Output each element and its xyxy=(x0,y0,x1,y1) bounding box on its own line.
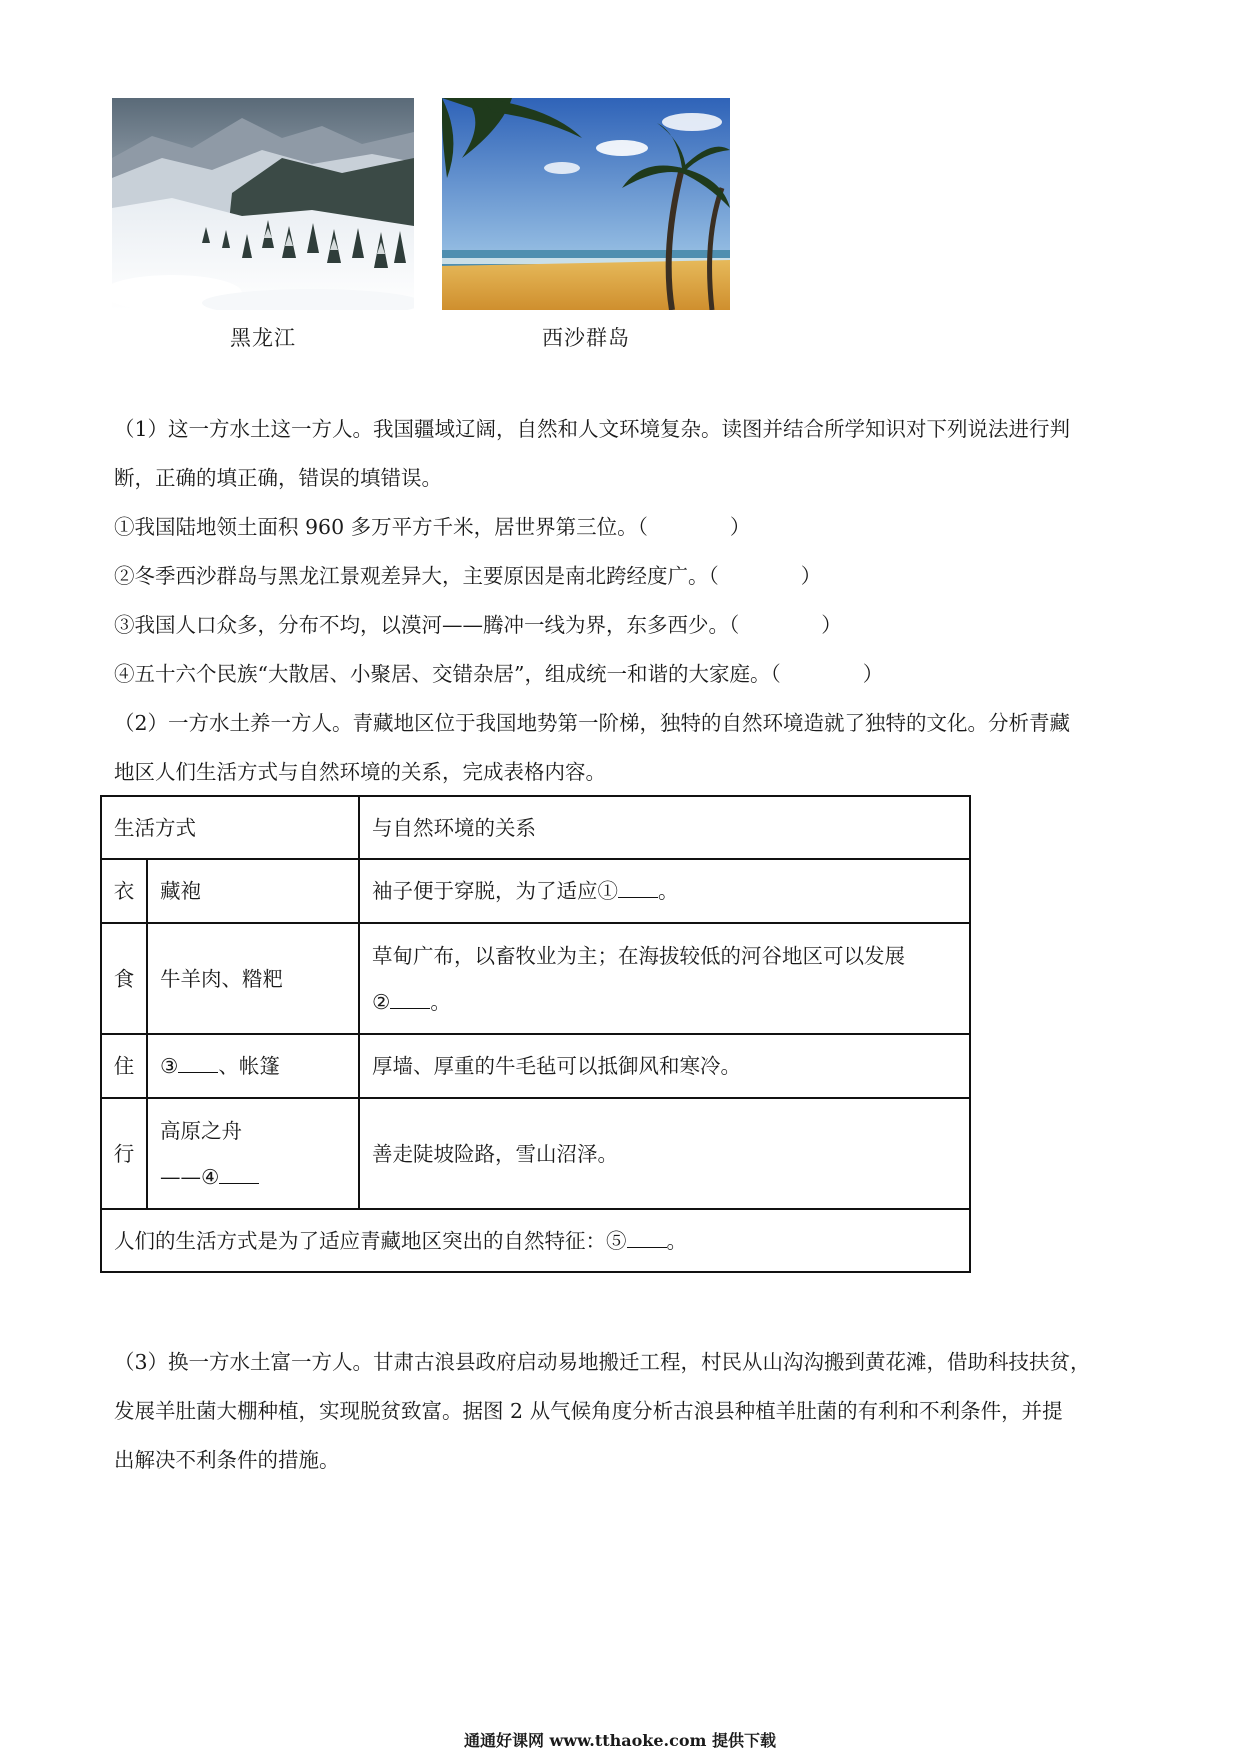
q2-intro-line-2: 地区人们生活方式与自然环境的关系，完成表格内容。 xyxy=(114,760,606,784)
category-clothing: 衣 xyxy=(101,859,147,923)
xisha-beach-photo xyxy=(442,98,730,310)
category-transport: 行 xyxy=(101,1098,147,1209)
row-item: 牛羊肉、糌粑 xyxy=(147,923,359,1034)
row-item: 高原之舟 ——④ xyxy=(147,1098,359,1209)
category-food: 食 xyxy=(101,923,147,1034)
q1-intro-line-1: （1）这一方水土这一方人。我国疆域辽阔，自然和人文环境复杂。读图并结合所学知识对下列说法进行判 xyxy=(114,417,1071,441)
row-item: ③ 、帐篷 xyxy=(147,1034,359,1098)
blank-2[interactable] xyxy=(390,990,430,1009)
q3-line-2: 发展羊肚菌大棚种植，实现脱贫致富。据图 2 从气候角度分析古浪县种植羊肚菌的有利和不利条件，并提 xyxy=(114,1399,1063,1423)
table-row xyxy=(101,1034,970,1098)
q1-item-1-text: ①我国陆地领土面积 960 多万平方千米，居世界第三位。（ xyxy=(114,515,648,539)
close-paren: ） xyxy=(729,515,751,539)
table-summary: 人们的生活方式是为了适应青藏地区突出的自然特征：⑤ 。 xyxy=(101,1209,970,1272)
table-row xyxy=(101,859,970,923)
table-row xyxy=(101,923,970,1034)
blank-5[interactable] xyxy=(627,1229,667,1248)
q2-intro-line-1: （2）一方水土养一方人。青藏地区位于我国地势第一阶梯，独特的自然环境造就了独特的文化。分析青藏 xyxy=(114,711,1071,735)
close-paren: ） xyxy=(800,564,822,588)
xisha-caption: 西沙群岛 xyxy=(542,326,630,350)
q1-item-4 xyxy=(114,661,883,687)
blank-3[interactable] xyxy=(178,1054,218,1073)
row-relation: 厚墙、厚重的牛毛毡可以抵御风和寒冷。 xyxy=(359,1034,970,1098)
header-relation: 与自然环境的关系 xyxy=(359,796,970,859)
header-lifestyle: 生活方式 xyxy=(101,796,359,859)
q1-item-3 xyxy=(114,612,842,638)
lifestyle-table xyxy=(100,795,971,1273)
q1-item-4-text: ④五十六个民族“大散居、小聚居、交错杂居”，组成统一和谐的大家庭。（ xyxy=(114,662,781,686)
q1-item-3-text: ③我国人口众多，分布不均，以漠河——腾冲一线为界，东多西少。（ xyxy=(114,613,740,637)
q1-item-2 xyxy=(114,563,821,589)
close-paren: ） xyxy=(862,662,884,686)
q1-intro-line-2: 断，正确的填正确，错误的填错误。 xyxy=(114,466,442,490)
table-footer-row xyxy=(101,1209,970,1272)
blank-1[interactable] xyxy=(618,879,658,898)
row-item: 藏袍 xyxy=(147,859,359,923)
table-header-row xyxy=(101,796,970,859)
page-footer: 通通好课网 www.tthaoke.com 提供下载 xyxy=(463,1731,777,1750)
q3-line-1: （3）换一方水土富一方人。甘肃古浪县政府启动易地搬迁工程，村民从山沟沟搬到黄花滩，借助科技扶贫， xyxy=(114,1350,1091,1374)
row-relation: 善走陡坡险路，雪山沼泽。 xyxy=(359,1098,970,1209)
heilongjiang-caption: 黑龙江 xyxy=(230,326,296,350)
close-paren: ） xyxy=(821,613,842,637)
q1-item-1 xyxy=(114,514,750,540)
blank-4[interactable] xyxy=(219,1165,259,1184)
q1-item-2-text: ②冬季西沙群岛与黑龙江景观差异大，主要原因是南北跨经度广。（ xyxy=(114,564,719,588)
q3-line-3: 出解决不利条件的措施。 xyxy=(114,1448,340,1472)
row-relation: 草甸广布，以畜牧业为主；在海拔较低的河谷地区可以发展 ② 。 xyxy=(359,923,970,1034)
heilongjiang-snow-photo xyxy=(112,98,414,310)
table-row xyxy=(101,1098,970,1209)
row-relation: 袖子便于穿脱，为了适应① 。 xyxy=(359,859,970,923)
category-housing: 住 xyxy=(101,1034,147,1098)
